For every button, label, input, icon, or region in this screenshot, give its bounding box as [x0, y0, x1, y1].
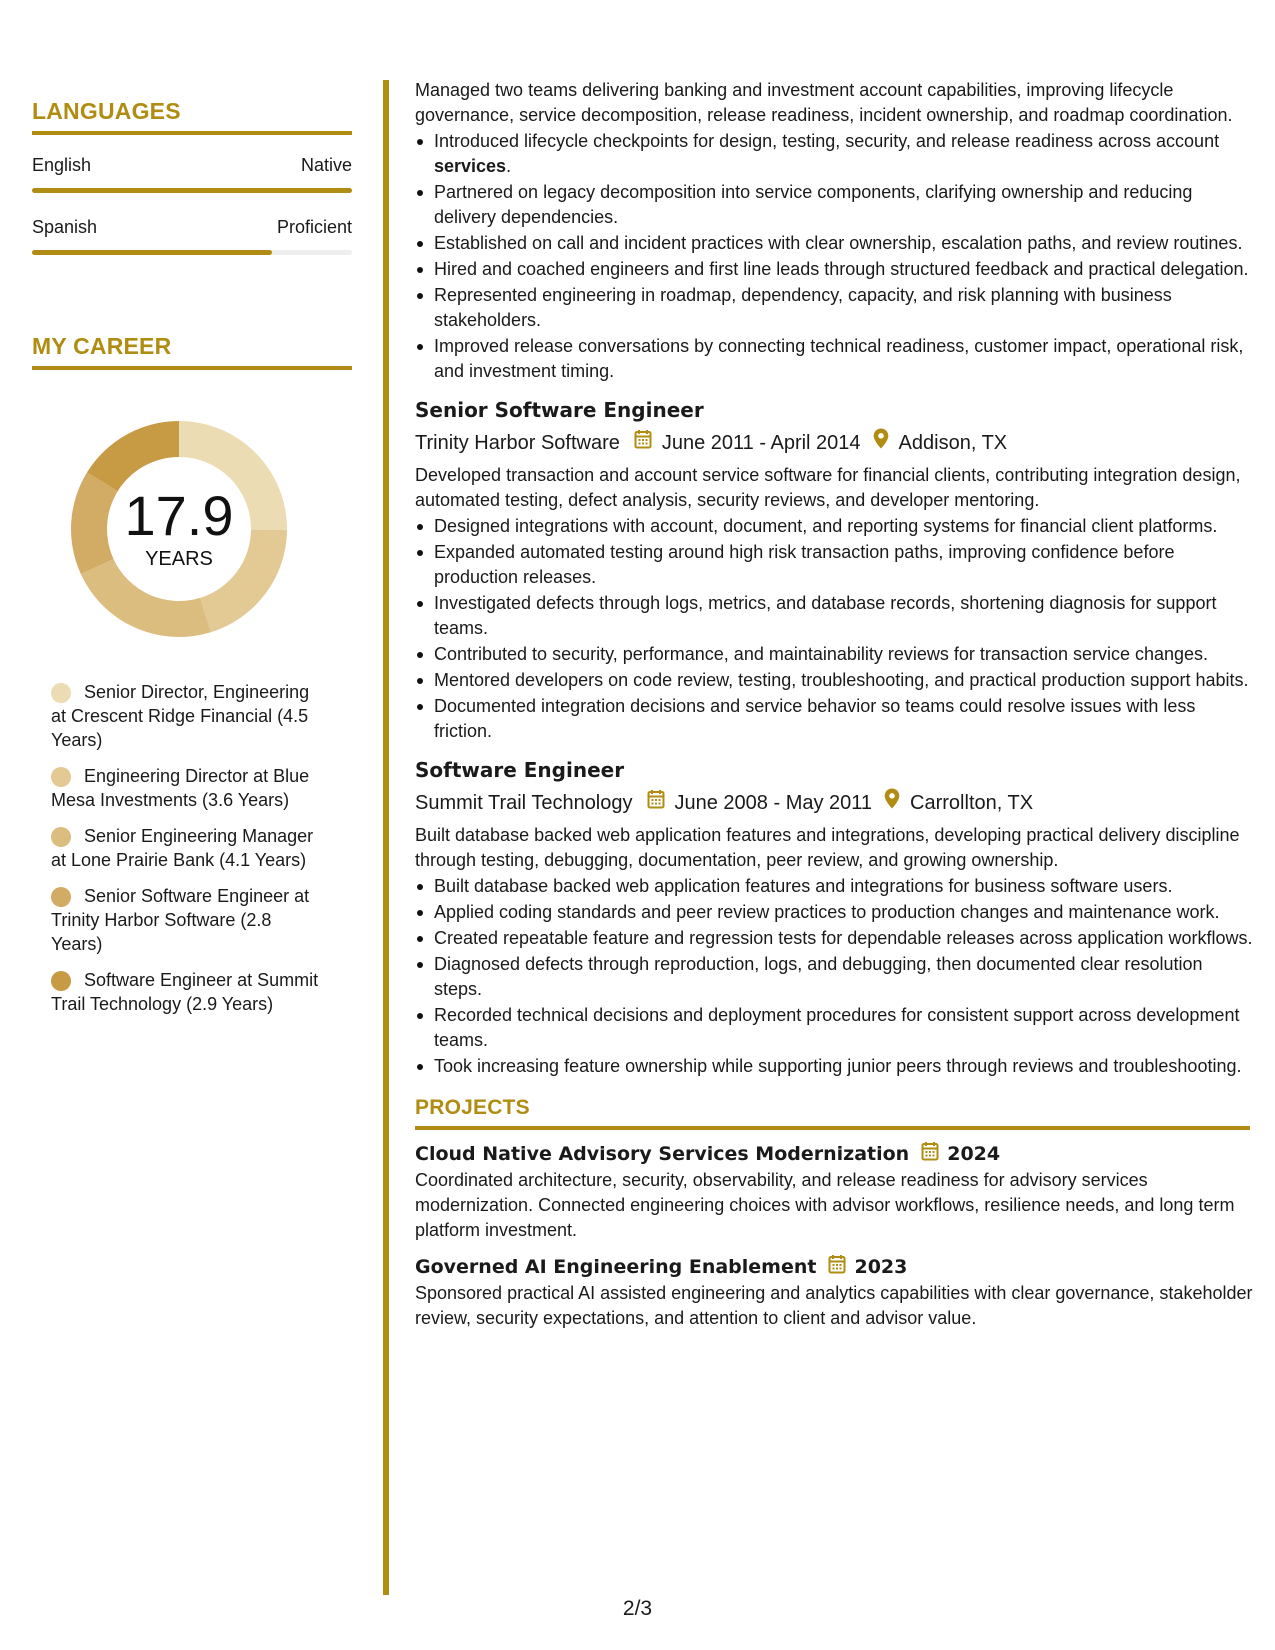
career-legend-item — [51, 884, 322, 956]
job-bullet: Investigated defects through logs, metrics, and database records, shortening diagnosis for support teams. — [415, 591, 1255, 641]
legend-dot — [51, 683, 71, 703]
job-bullet: Created repeatable feature and regression tests for dependable releases across application workflows. — [415, 926, 1255, 951]
main-content — [415, 78, 1255, 1331]
job-location: Carrollton, TX — [910, 791, 1034, 814]
language-proficiency-fill — [32, 250, 272, 255]
job-bullets — [415, 514, 1255, 744]
job-entry — [415, 756, 1255, 1079]
career-legend-label: Senior Engineering Manager at Lone Prairie Bank (4.1 Years) — [51, 826, 314, 870]
job-bullet: Took increasing feature ownership while supporting junior peers through reviews and troubleshooting. — [415, 1054, 1255, 1079]
career-legend-label: Software Engineer at Summit Trail Technology (2.9 Years) — [51, 970, 319, 1014]
sidebar — [32, 98, 352, 1028]
calendar-icon — [647, 789, 665, 817]
project-entry — [415, 1140, 1255, 1243]
project-description: Coordinated architecture, security, observability, and release readiness for advisory services modernization. Connected engineering choices with advisor workflows, resilience needs, and long term platform investment. — [415, 1170, 1235, 1240]
job-title: Senior Software Engineer — [415, 398, 704, 422]
project-header — [415, 1253, 1255, 1281]
language-item — [32, 217, 352, 255]
language-name: Spanish — [32, 217, 98, 237]
career-legend-item — [51, 824, 322, 872]
legend-dot — [51, 827, 71, 847]
project-header — [415, 1140, 1255, 1168]
career-legend-label: Senior Director, Engineering at Crescent Ridge Financial (4.5 Years) — [51, 682, 310, 750]
projects-heading: PROJECTS — [415, 1095, 1250, 1130]
job-company: Summit Trail Technology — [415, 791, 633, 814]
project-year: 2023 — [854, 1255, 908, 1278]
job-bullets — [415, 129, 1255, 384]
job-bullet: Represented engineering in roadmap, dependency, capacity, and risk planning with business stakeholders. — [415, 283, 1255, 333]
job-bullet: Partnered on legacy decomposition into service components, clarifying ownership and reducing delivery dependencies. — [415, 180, 1255, 230]
project-name: Cloud Native Advisory Services Modernization — [415, 1143, 910, 1165]
language-proficiency-bar — [32, 188, 352, 193]
career-legend-item — [51, 764, 322, 812]
project-entry — [415, 1253, 1255, 1331]
language-proficiency-bar — [32, 250, 352, 255]
career-legend-item — [51, 968, 322, 1016]
project-name: Governed AI Engineering Enablement — [415, 1256, 817, 1278]
career-legend-item — [51, 680, 322, 752]
job-bullet: Documented integration decisions and service behavior so teams could resolve issues with less friction. — [415, 694, 1255, 744]
job-bullets — [415, 874, 1255, 1079]
location-pin-icon — [884, 788, 900, 817]
job-bullet: Diagnosed defects through reproduction, logs, and debugging, then documented clear resolution steps. — [415, 952, 1255, 1002]
job-location: Addison, TX — [898, 431, 1008, 454]
career-total-unit: YEARS — [145, 547, 213, 570]
career-legend — [32, 680, 352, 1016]
career-donut-chart — [64, 414, 294, 644]
languages-heading: LANGUAGES — [32, 98, 352, 135]
calendar-icon — [921, 1141, 939, 1168]
job-bullet: Recorded technical decisions and deployment procedures for consistent support across development teams. — [415, 1003, 1255, 1053]
bullet-emphasis: services — [434, 156, 507, 176]
job-dates: June 2011 - April 2014 — [661, 431, 861, 454]
location-pin-icon — [873, 428, 889, 457]
job-meta — [415, 428, 1255, 457]
job-bullet: Hired and coached engineers and first line leads through structured feedback and practical delegation. — [415, 257, 1255, 282]
calendar-icon — [828, 1254, 846, 1281]
job-bullet: Built database backed web application features and integrations for business software users. — [415, 874, 1255, 899]
job-bullet: Contributed to security, performance, and maintainability reviews for transaction service changes. — [415, 642, 1255, 667]
legend-dot — [51, 767, 71, 787]
career-heading: MY CAREER — [32, 333, 352, 370]
job-entry — [415, 396, 1255, 744]
project-description: Sponsored practical AI assisted engineering and analytics capabilities with clear governance, stakeholder review, security expectations, and attention to client and advisor value. — [415, 1283, 1253, 1328]
bullet-text: Introduced lifecycle checkpoints for design, testing, security, and release readiness across account — [434, 131, 1220, 151]
column-divider — [383, 80, 389, 1595]
language-item — [32, 155, 352, 193]
page-number: 2/3 — [622, 1597, 653, 1620]
language-level: Native — [300, 155, 352, 175]
language-level: Proficient — [276, 217, 352, 237]
job-bullet: Mentored developers on code review, testing, troubleshooting, and practical production support habits. — [415, 668, 1255, 693]
job-bullet: Applied coding standards and peer review practices to production changes and maintenance work. — [415, 900, 1255, 925]
career-legend-label: Engineering Director at Blue Mesa Investments (3.6 Years) — [51, 766, 310, 810]
job-bullet: Designed integrations with account, document, and reporting systems for financial client platforms. — [415, 514, 1255, 539]
legend-dot — [51, 887, 71, 907]
job-bullet: Established on call and incident practices with clear ownership, escalation paths, and review routines. — [415, 231, 1255, 256]
job-bullet: Improved release conversations by connecting technical readiness, customer impact, operational risk, and investment timing. — [415, 334, 1255, 384]
career-total-value: 17.9 — [124, 483, 234, 547]
job-bullet — [415, 129, 1255, 179]
job-bullet: Expanded automated testing around high risk transaction paths, improving confidence before production releases. — [415, 540, 1255, 590]
job-meta — [415, 788, 1255, 817]
language-proficiency-fill — [32, 188, 352, 193]
calendar-icon — [634, 429, 652, 457]
job-summary: Managed two teams delivering banking and investment account capabilities, improving lifecycle governance, service decomposition, release readiness, incident ownership, and roadmap coordination. — [415, 80, 1233, 125]
job-dates: June 2008 - May 2011 — [674, 791, 873, 814]
language-name: English — [32, 155, 92, 175]
bullet-text: . — [506, 156, 512, 176]
job-title: Software Engineer — [415, 758, 625, 782]
legend-dot — [51, 971, 71, 991]
job-summary: Developed transaction and account service software for financial clients, contributing integration design, automated testing, defect analysis, security reviews, and developer mentoring. — [415, 465, 1241, 510]
job-company: Trinity Harbor Software — [415, 431, 620, 454]
career-legend-label: Senior Software Engineer at Trinity Harbor Software (2.8 Years) — [51, 886, 310, 954]
job-summary: Built database backed web application features and integrations, developing practical delivery discipline through testing, debugging, documentation, peer review, and growing ownership. — [415, 825, 1240, 870]
project-year: 2024 — [947, 1142, 1001, 1165]
